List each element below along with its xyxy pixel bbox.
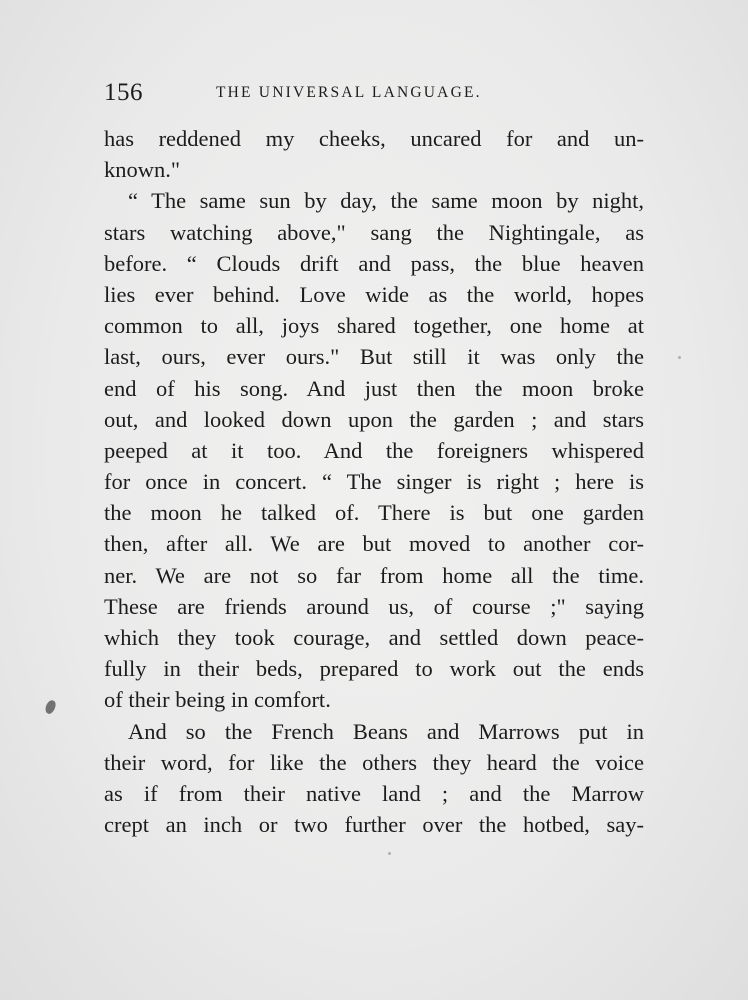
text-line: the moon he talked of. There is but one garden — [104, 500, 644, 526]
paper-speck — [388, 852, 391, 855]
text-line: And so the French Beans and Marrows put in — [128, 718, 644, 744]
text-line: for once in concert. “ The singer is right ; here is — [104, 469, 644, 495]
text-line: known." — [104, 157, 181, 183]
text-line: then, after all. We are but moved to another cor- — [104, 531, 644, 557]
text-line: as if from their native land ; and the Marrow — [104, 780, 644, 806]
text-line: fully in their beds, prepared to work out the ends — [104, 656, 644, 682]
running-head — [104, 78, 644, 108]
text-line: peeped at it too. And the foreigners whispered — [104, 437, 644, 463]
paper-speck — [678, 356, 681, 359]
body-text — [104, 123, 644, 840]
text-line: out, and looked down upon the garden ; and stars — [104, 406, 644, 432]
text-line: end of his song. And just then the moon broke — [104, 375, 644, 401]
text-line: of their being in comfort. — [104, 687, 331, 713]
text-line: lies ever behind. Love wide as the world, hopes — [104, 281, 644, 307]
text-line: crept an inch or two further over the hotbed, say- — [104, 812, 644, 838]
text-line: has reddened my cheeks, uncared for and un- — [104, 126, 644, 151]
text-line: before. “ Clouds drift and pass, the blue heaven — [104, 250, 644, 276]
text-line: stars watching above," sang the Nightingale, as — [104, 219, 644, 245]
text-line: their word, for like the others they heard the voice — [104, 749, 644, 775]
text-line: “ The same sun by day, the same moon by night, — [128, 188, 644, 214]
running-title: THE UNIVERSAL LANGUAGE. — [216, 84, 482, 101]
text-line: ner. We are not so far from home all the time. — [104, 562, 644, 588]
text-line: last, ours, ever ours." But still it was only the — [104, 344, 644, 370]
text-line: These are friends around us, of course ;" saying — [104, 593, 644, 619]
page-number: 156 — [104, 79, 143, 106]
text-line: common to all, joys shared together, one home at — [104, 313, 644, 339]
text-line: which they took courage, and settled down peace- — [104, 625, 644, 650]
ink-blot — [43, 699, 57, 715]
